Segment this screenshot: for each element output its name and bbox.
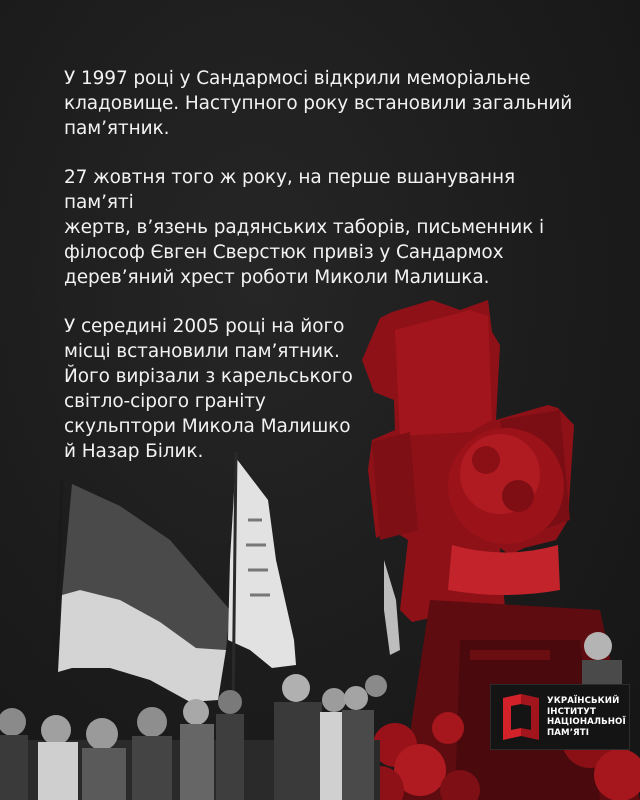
institute-logo [490, 684, 630, 750]
logo-line-4: ПАМ’ЯТІ [547, 727, 590, 738]
paragraph-1: У 1997 році у Сандармосі відкрили меморіальне кладовище. Наступного року встановили загальний пам’ятник. [64, 68, 573, 139]
small-flag [384, 560, 400, 655]
logo-mark-icon [501, 694, 541, 740]
logo-line-3: НАЦІОНАЛЬНОЇ [547, 717, 626, 727]
paragraph-3: У середині 2005 році на його місці встановили пам’ятник. Його вирізали з карельського світло-сірого граніту скульптори Микола Малишко й Назар Білик. [64, 316, 353, 462]
logo-line-2: ІНСТИТУТ [547, 706, 596, 717]
paragraph-2: 27 жовтня того ж року, на перше вшанування пам’яті жертв, в’язень радянських таборів, письменник і філософ Євген Сверстюк привіз у Сандармох дерев’яний хрест роботи Миколи Малишка. [64, 167, 545, 288]
logo-line-1: УКРАЇНСЬКИЙ [547, 696, 620, 706]
logo-text [547, 696, 626, 738]
